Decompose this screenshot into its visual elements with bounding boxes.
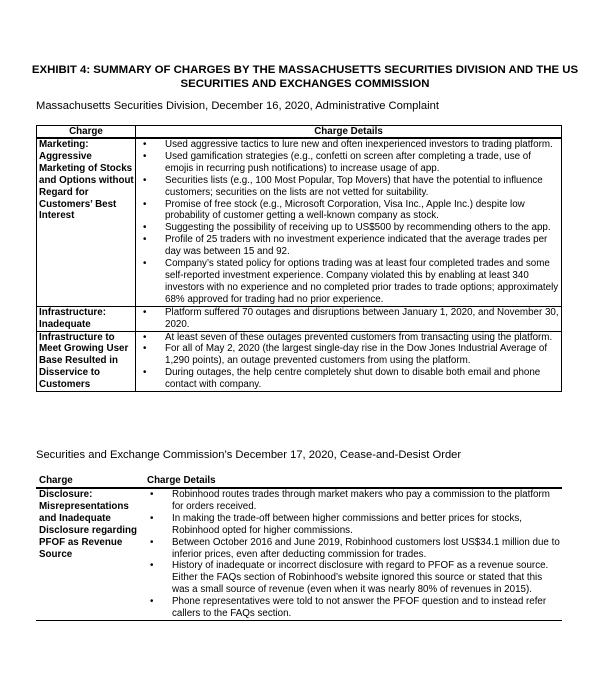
table-row (37, 306, 562, 331)
section2-heading: Securities and Exchange Commission’s December 17, 2020, Cease-and-Desist Order (36, 449, 462, 461)
sec-charges-table (36, 474, 562, 621)
charge-cell: Infrastructure: Inadequate (37, 306, 136, 331)
table-row (37, 331, 562, 392)
column-header-charge-details: Charge Details (144, 474, 562, 488)
detail-item: • Phone representatives were told to not answer the PFOF question and to instead refer callers to the FAQs section. (146, 596, 562, 620)
column-header-charge: Charge (36, 474, 144, 488)
detail-item: • Used gamification strategies (e.g., confetti on screen after completing a trade, use of emojis in recurring push notifications) to increase usage of app. (138, 151, 561, 175)
detail-item: • Platform suffered 70 outages and disruptions between January 1, 2020, and November 30, 2020. (138, 307, 561, 331)
detail-item: • History of inadequate or incorrect disclosure with regard to PFOF as a revenue source. Either the FAQs section of Robinhood’s website ignored this source or stated that this was a small source of revenue (even when it was nearly 80% of revenues in 2015). (146, 560, 562, 596)
detail-item: • Company’s stated policy for options trading was at least four completed trades and some self-reported investment experience. Company violated this by enabling at least 340 investors with no experience and no completed prior trades to trade options; approximately 68% approved for trading had no prior experience. (138, 258, 561, 306)
table-row (37, 138, 562, 306)
detail-item: • Robinhood routes trades through market makers who pay a commission to the platform for orders received. (146, 489, 562, 513)
table-row (36, 488, 562, 620)
detail-item: • Profile of 25 traders with no investment experience indicated that the average trades per day was between 15 and 92. (138, 234, 561, 258)
detail-item: • Securities lists (e.g., 100 Most Popular, Top Movers) that have the potential to influence customers; securities on the lists are not vetted for suitability. (138, 175, 561, 199)
charge-cell: Disclosure: Misrepresentations and Inadequate Disclosure regarding PFOF as Revenue Source (36, 488, 144, 620)
column-header-charge-details: Charge Details (136, 126, 562, 139)
table-header-row (36, 474, 562, 488)
details-cell (136, 331, 562, 392)
detail-item: • In making the trade-off between higher commissions and better prices for stocks, Robinhood opted for higher commissions. (146, 513, 562, 537)
massachusetts-charges-table (36, 125, 562, 392)
exhibit-title: EXHIBIT 4: SUMMARY OF CHARGES BY THE MASSACHUSETTS SECURITIES DIVISION AND THE US SECURITIES AND EXCHANGES COMMISSION (31, 64, 579, 90)
column-header-charge: Charge (37, 126, 136, 139)
section1-heading: Massachusetts Securities Division, December 16, 2020, Administrative Complaint (36, 100, 439, 112)
charge-cell: Infrastructure to Meet Growing User Base Resulted in Disservice to Customers (37, 331, 136, 392)
table-header-row (37, 126, 562, 139)
detail-item: • During outages, the help centre completely shut down to disable both email and phone contact with company. (138, 367, 561, 391)
details-cell (144, 488, 562, 620)
detail-item: • At least seven of these outages prevented customers from transacting using the platform. (138, 332, 561, 344)
detail-item: • Used aggressive tactics to lure new and often inexperienced investors to trading platform. (138, 139, 561, 151)
details-cell (136, 306, 562, 331)
details-cell (136, 138, 562, 306)
charge-cell: Marketing: Aggressive Marketing of Stocks and Options without Regard for Customers’ Best Interest (37, 138, 136, 306)
detail-item: • Suggesting the possibility of receiving up to US$500 by recommending others to the app. (138, 222, 561, 234)
detail-item: • Promise of free stock (e.g., Microsoft Corporation, Visa Inc., Apple Inc.) despite low probability of customer getting a well-known company as stock. (138, 199, 561, 223)
detail-item: • For all of May 2, 2020 (the largest single-day rise in the Dow Jones Industrial Average of 1,290 points), an outage prevented customers from using the platform. (138, 343, 561, 367)
detail-item: • Between October 2016 and June 2019, Robinhood customers lost US$34.1 million due to inferior prices, even after deducting commission for trades. (146, 537, 562, 561)
